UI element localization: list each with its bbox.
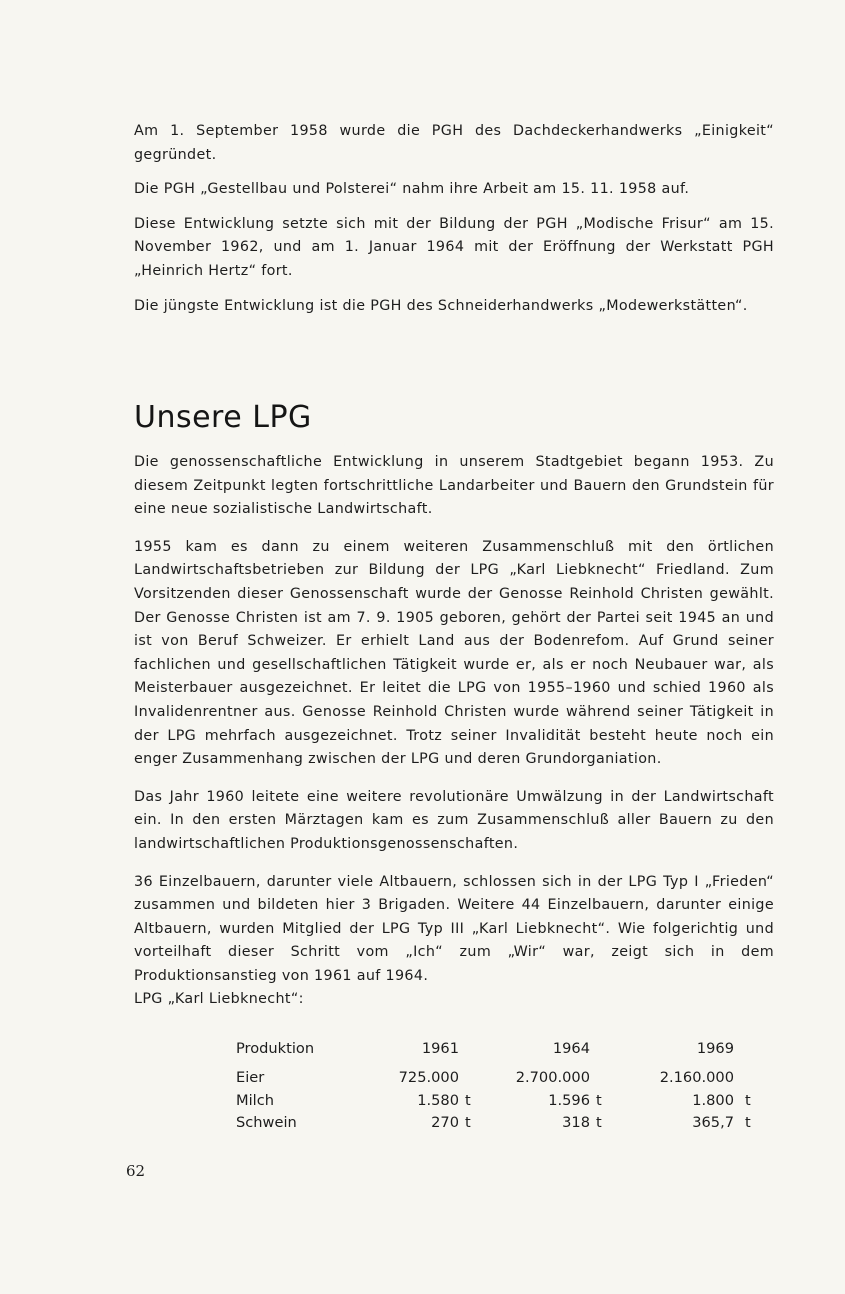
value-cell: 365,7 <box>692 1114 734 1131</box>
unit-cell: t <box>745 1092 751 1109</box>
value-cell: 318 <box>562 1114 590 1131</box>
paragraph: Die jüngste Entwicklung ist die PGH des Schneiderhandwerks „Modewerkstätten“. <box>134 297 748 314</box>
header-cell: 1969 <box>696 1040 734 1057</box>
unit-cell: t <box>596 1092 602 1109</box>
paragraph: Die genossenschaftliche Entwicklung in unserem Stadtgebiet begann 1953. Zu diesem Zeitpunkt legten fortschrittliche Landarbeiter und Bauern den Grundstein für eine neue sozialistische Landwirtschaft. <box>134 454 774 518</box>
unit-cell: t <box>596 1114 602 1131</box>
header-cell: Produktion <box>236 1040 315 1057</box>
unit-cell: t <box>465 1114 471 1131</box>
table-header-row <box>236 1040 776 1062</box>
unit-cell: t <box>745 1114 751 1131</box>
value-cell: 1.580 <box>417 1092 459 1109</box>
table-row <box>236 1114 776 1136</box>
section-heading: Unsere LPG <box>134 400 312 435</box>
value-cell: 2.700.000 <box>515 1069 590 1086</box>
header-cell: 1961 <box>421 1040 459 1057</box>
page-number: 62 <box>126 1162 146 1180</box>
header-cell: 1964 <box>552 1040 590 1057</box>
paragraph: Die PGH „Gestellbau und Polsterei“ nahm ihre Arbeit am 15. 11. 1958 auf. <box>134 181 690 198</box>
paragraph: 36 Einzelbauern, darunter viele Altbauern, schlossen sich in der LPG Typ I „Frieden“ zusammen und bildeten hier 3 Brigaden. Weitere 44 Einzelbauern, darunter einige Altbauern, wurden Mitglied der LPG Typ III „Karl Liebknecht“. Wie folgerichtig und vorteilhaft dieser Schritt vom „Ich“ zum „Wir“ war, zeigt sich in dem Produktionsanstieg von 1961 auf 1964. <box>134 873 774 984</box>
value-cell: 1.800 <box>692 1092 734 1109</box>
value-cell: 2.160.000 <box>659 1069 734 1086</box>
row-label: Schwein <box>236 1114 297 1131</box>
paragraph: Am 1. September 1958 wurde die PGH des Dachdeckerhandwerks „Einigkeit“ gegründet. <box>134 123 774 163</box>
paragraph: 1955 kam es dann zu einem weiteren Zusammenschluß mit den örtlichen Landwirtschaftsbetrieben zur Bildung der LPG „Karl Liebknecht“ Friedland. Zum Vorsitzenden dieser Genossenschaft wurde der Genosse Reinhold Christen gewählt. Der Genosse Christen ist am 7. 9. 1905 geboren, gehört der Partei seit 1945 an und ist von Beruf Schweizer. Er erhielt Land aus der Bodenrefom. Auf Grund seiner fachlichen und gesellschaftlichen Tätigkeit wurde er, als er noch Neubauer war, als Meisterbauer ausgezeichnet. Er leitet die LPG von 1955–1960 und schied 1960 als Invalidenrentner aus. Genosse Reinhold Christen wurde während seiner Tätigkeit in der LPG mehrfach ausgezeichnet. Trotz seiner Invalidität besteht heute noch ein enger Zusammenhang zwischen der LPG und deren Grundorganiation. <box>134 538 774 768</box>
value-cell: 725.000 <box>398 1069 459 1086</box>
row-label: Eier <box>236 1069 265 1086</box>
lpg-section <box>134 451 774 1012</box>
value-cell: 270 <box>431 1114 459 1131</box>
paragraph: Diese Entwicklung setzte sich mit der Bildung der PGH „Modische Frisur“ am 15. November 1962, und am 1. Januar 1964 mit der Eröffnung der Werkstatt PGH „Heinrich Hertz“ fort. <box>134 215 774 279</box>
table-row <box>236 1092 776 1114</box>
paragraph: Das Jahr 1960 leitete eine weitere revolutionäre Umwälzung in der Landwirtschaft ein. In den ersten Märztagen kam es zum Zusammenschluß aller Bauern zu den landwirtschaftlichen Produktionsgenossenschaften. <box>134 788 774 852</box>
pgh-section <box>134 120 774 318</box>
table-caption: LPG „Karl Liebknecht“: <box>134 991 304 1008</box>
row-label: Milch <box>236 1092 274 1109</box>
table-row <box>236 1069 776 1091</box>
unit-cell: t <box>465 1092 471 1109</box>
value-cell: 1.596 <box>548 1092 590 1109</box>
